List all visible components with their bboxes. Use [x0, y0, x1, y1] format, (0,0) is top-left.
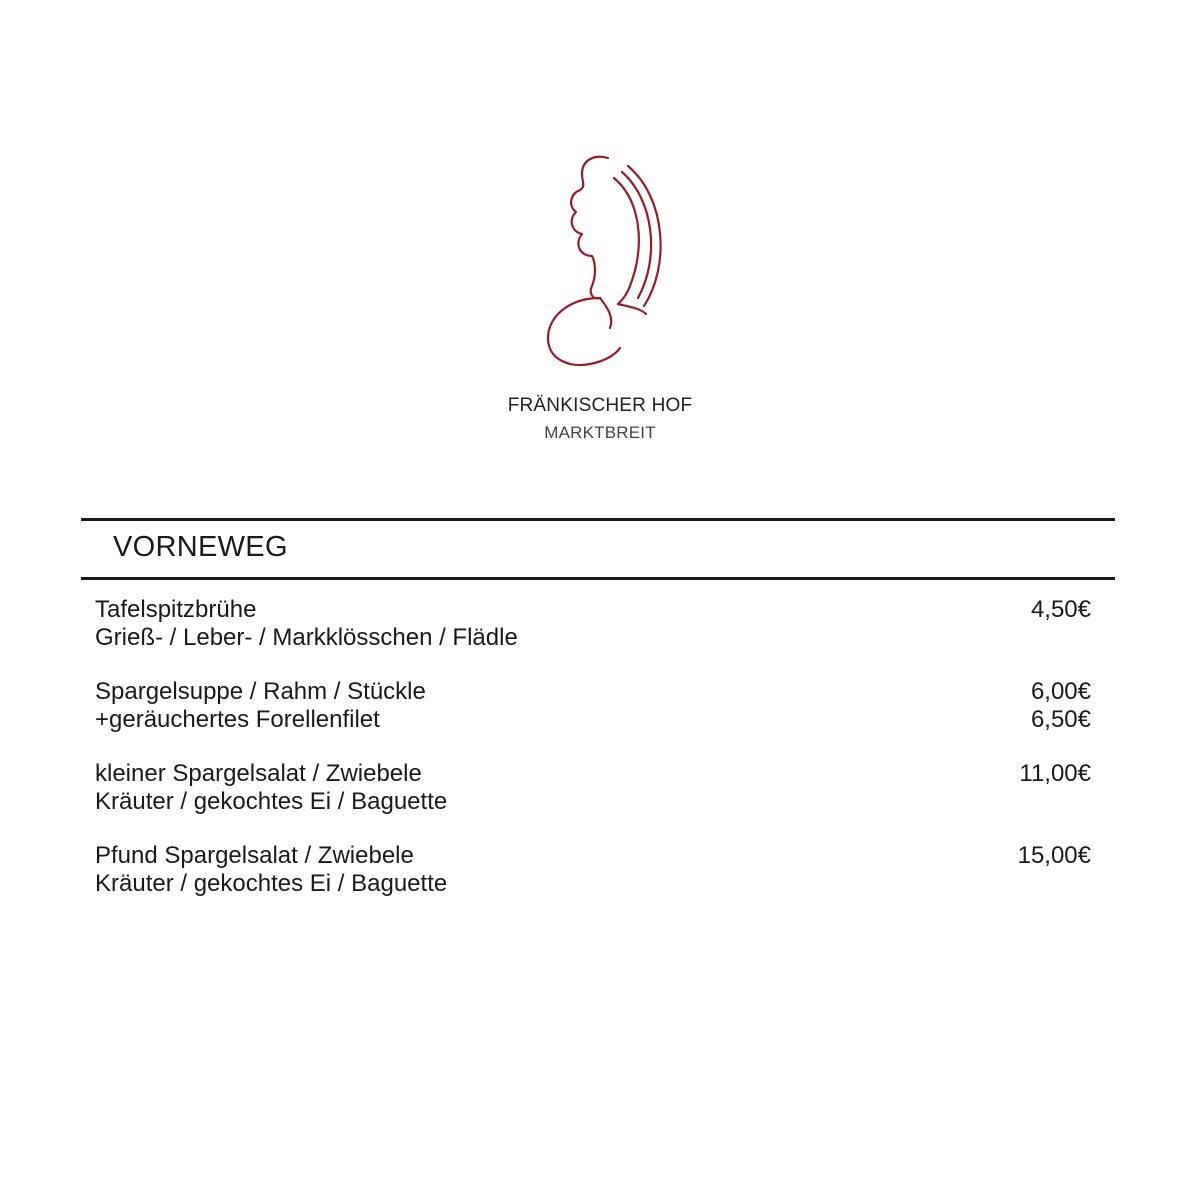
- menu-line: [95, 870, 1095, 898]
- dish-name: Tafelspitzbrühe: [95, 596, 257, 623]
- menu-line: [95, 788, 1095, 816]
- dish-name: Pfund Spargelsalat / Zwiebele: [95, 842, 414, 869]
- dish-description: Grieß- / Leber- / Markklösschen / Flädle: [95, 624, 518, 651]
- section-divider-top: [81, 518, 1115, 521]
- menu-line: [95, 760, 1095, 788]
- dish-name: Spargelsuppe / Rahm / Stückle: [95, 678, 426, 705]
- menu-line: [95, 624, 1095, 652]
- dish-name: kleiner Spargelsalat / Zwiebele: [95, 760, 422, 787]
- dish-price: 6,00€: [1030, 678, 1091, 705]
- menu-line: [95, 678, 1095, 706]
- dish-price: 4,50€: [1030, 596, 1091, 623]
- brand-city: MARKTBREIT: [544, 423, 656, 442]
- menu-line: [95, 596, 1095, 624]
- section-divider-bottom: [81, 577, 1115, 580]
- menu-item: [95, 760, 1095, 816]
- menu-item: [95, 596, 1095, 652]
- dish-description: Kräuter / gekochtes Ei / Baguette: [95, 870, 448, 897]
- dish-price: 11,00€: [1019, 760, 1091, 787]
- menu-item: [95, 678, 1095, 734]
- menu-line: [95, 706, 1095, 734]
- menu-item: [95, 842, 1095, 898]
- dish-addon: +geräuchertes Forellenfilet: [95, 706, 380, 733]
- menu-line: [95, 842, 1095, 870]
- dish-price: 15,00€: [1017, 842, 1091, 869]
- brand-name: FRÄNKISCHER HOF: [507, 395, 693, 416]
- dish-description: Kräuter / gekochtes Ei / Baguette: [95, 788, 448, 815]
- woman-silhouette-logo-icon: [530, 148, 670, 378]
- addon-price: 6,50€: [1030, 706, 1091, 733]
- section-title: VORNEWEG: [113, 531, 288, 563]
